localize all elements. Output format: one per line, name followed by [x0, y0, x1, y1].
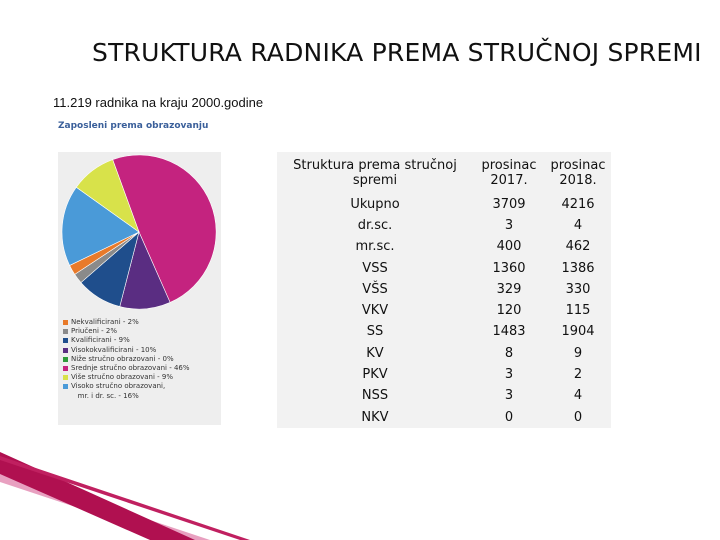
legend-swatch: [63, 348, 68, 353]
legend-item: [63, 364, 223, 373]
table-cell: 1360: [492, 260, 526, 276]
table-cell: 0: [504, 409, 514, 425]
table-cell: SS: [366, 324, 384, 340]
legend-item: [63, 336, 223, 345]
legend-item: [63, 318, 223, 327]
table-cell: 3: [504, 367, 514, 383]
table-cell: Ukupno: [350, 196, 400, 212]
table-cell: KV: [366, 345, 384, 361]
table-row: [277, 343, 611, 364]
legend-swatch: [63, 329, 68, 334]
table-header-cell: prosinac 2017.: [481, 158, 537, 188]
table-cell: 3709: [492, 196, 526, 212]
table-cell: 400: [496, 239, 522, 255]
chart-panel: [58, 152, 221, 425]
table-row: [277, 237, 611, 258]
table-row: [277, 386, 611, 407]
legend-swatch: [63, 375, 68, 380]
table-header-row: [277, 152, 611, 194]
legend-label: Visokokvalificirani - 10%: [71, 345, 157, 354]
table-cell: 4: [573, 217, 583, 233]
pie-chart-figure: [53, 117, 225, 429]
legend-label: Kvalificirani - 9%: [71, 336, 130, 345]
legend-label: Niže stručno obrazovani - 0%: [71, 354, 174, 363]
legend-swatch: [63, 366, 68, 371]
table-row: [277, 215, 611, 236]
table-cell: 462: [565, 239, 591, 255]
legend-swatch: [63, 320, 68, 325]
legend-item: [63, 382, 223, 400]
table-row: [277, 322, 611, 343]
table-row: [277, 300, 611, 321]
table-cell: 3: [504, 217, 514, 233]
table-cell: NSS: [361, 388, 389, 404]
chart-title: Zaposleni prema obrazovanju: [58, 121, 209, 131]
table-cell: VKV: [361, 303, 389, 319]
legend-label: Više stručno obrazovani - 9%: [71, 373, 174, 382]
slide-subtitle: 11.219 radnika na kraju 2000.godine: [53, 95, 264, 110]
table-cell: 1386: [561, 260, 595, 276]
table-row: [277, 279, 611, 300]
legend-label: Visoko stručno obrazovani, mr. i dr. sc. - 16%: [71, 382, 166, 400]
qualification-table: [277, 152, 611, 428]
legend-label: Nekvalificirani - 2%: [71, 318, 139, 326]
legend-label: Srednje stručno obrazovani - 46%: [71, 364, 190, 373]
table-cell: 4216: [561, 196, 595, 212]
table-cell: 8: [504, 345, 514, 361]
table-cell: mr.sc.: [355, 239, 395, 255]
table-cell: 120: [496, 303, 522, 319]
table-cell: 3: [504, 388, 514, 404]
legend-label: Priučeni - 2%: [71, 327, 117, 336]
legend-item: [63, 373, 223, 382]
table-row: [277, 364, 611, 385]
slide-title: STRUKTURA RADNIKA PREMA STRUČNOJ SPREMI: [92, 38, 702, 67]
legend-swatch: [63, 338, 68, 343]
table-cell: VSS: [362, 260, 388, 276]
table-cell: dr.sc.: [357, 217, 393, 233]
legend-swatch: [63, 357, 68, 362]
table-row: [277, 194, 611, 215]
table-cell: PKV: [362, 367, 388, 383]
table-cell: 1904: [561, 324, 595, 340]
table-cell: VŠS: [362, 281, 388, 297]
table-cell: 329: [496, 281, 522, 297]
table-cell: 1483: [492, 324, 526, 340]
table-row: [277, 258, 611, 279]
table-header-cell: prosinac 2018.: [550, 158, 606, 188]
legend-item: [63, 346, 223, 355]
legend-swatch: [63, 384, 68, 389]
table-header-cell: Struktura prema stručnoj spremi: [293, 158, 457, 188]
table-cell: 115: [565, 303, 591, 319]
chart-legend: [63, 318, 223, 401]
table-cell: 0: [573, 409, 583, 425]
legend-item: [63, 327, 223, 336]
decorative-stripes: [0, 440, 720, 540]
legend-item: [63, 355, 223, 364]
table-row: [277, 407, 611, 428]
table-cell: 2: [573, 367, 583, 383]
table-cell: NKV: [361, 409, 389, 425]
table-cell: 4: [573, 388, 583, 404]
pie-chart: [61, 152, 218, 312]
table-cell: 330: [565, 281, 591, 297]
table-cell: 9: [573, 345, 583, 361]
